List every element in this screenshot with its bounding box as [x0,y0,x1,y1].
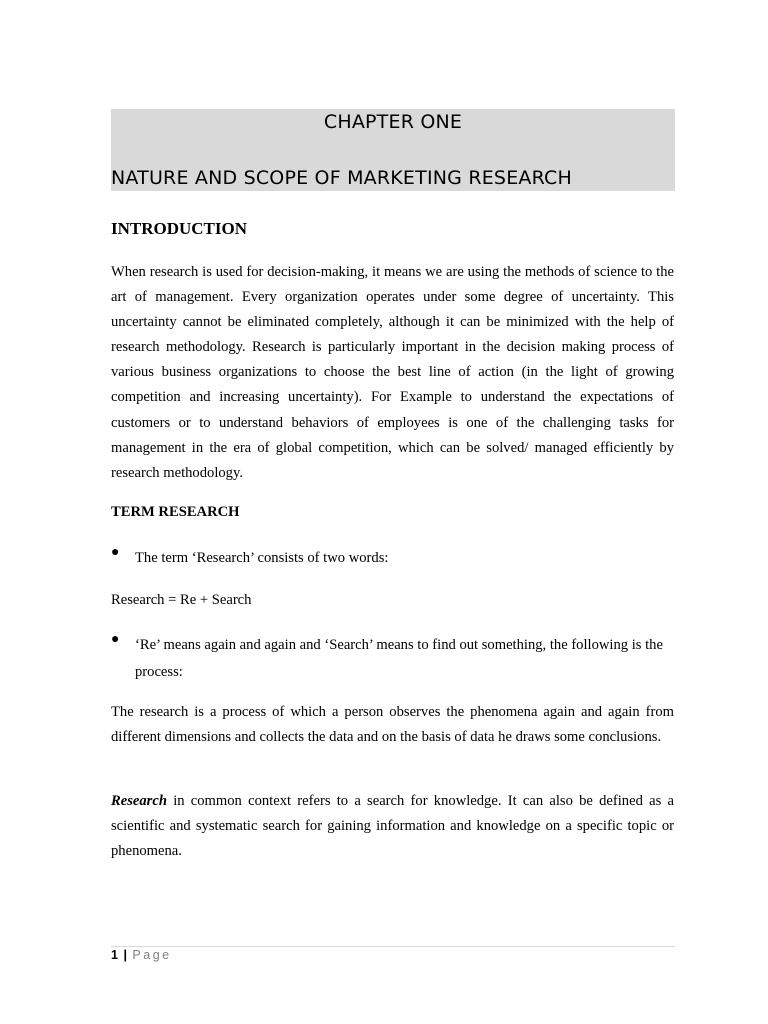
chapter-subtitle: NATURE AND SCOPE OF MARKETING RESEARCH [111,167,573,189]
definition-paragraph [111,789,674,864]
process-paragraph: The research is a process of which a person observes the phenomena again and again from different dimensions and collects the data and on the basis of data he draws some conclusions. [111,704,674,746]
bullet-text: ‘Re’ means again and again and ‘Search’ means to find out something, the following is the process: [135,637,663,680]
definition-text: in common context refers to a search for knowledge. It can also be defined as a scientific and systematic search for gaining information and knowledge on a specific topic or phenomena. [111,793,674,860]
bullet-text: The term ‘Research’ consists of two words: [135,550,389,566]
page-label: Page [132,948,172,962]
page-number: 1 [111,948,118,962]
footer-divider [111,946,675,947]
footer-separator: | [123,948,127,962]
chapter-heading: CHAPTER ONE [323,111,463,133]
chapter-title-block [111,109,675,191]
introduction-paragraph: When research is used for decision-making, it means we are using the methods of science to the art of management. Every organization operates under some degree of uncertainty. This uncertainty cannot be eliminated completely, although it can be minimized with the help of research methodology. Research is particularly important in the decision making process of various business organizations to choose the best line of action (in the light of growing competition and increasing uncertainty). For Example to understand the expectations of customers or to understand behaviors of employees is one of the challenging tasks for management in the era of global competition, which can be solved/ managed efficiently by research methodology. [111,264,674,481]
term-research-heading: TERM RESEARCH [111,504,240,520]
bullet-icon: ● [111,632,120,647]
page-footer [111,948,172,962]
research-equation: Research = Re + Search [111,592,252,608]
definition-term: Research [111,793,167,809]
bullet-icon: ● [111,545,120,560]
introduction-heading: INTRODUCTION [111,219,248,238]
